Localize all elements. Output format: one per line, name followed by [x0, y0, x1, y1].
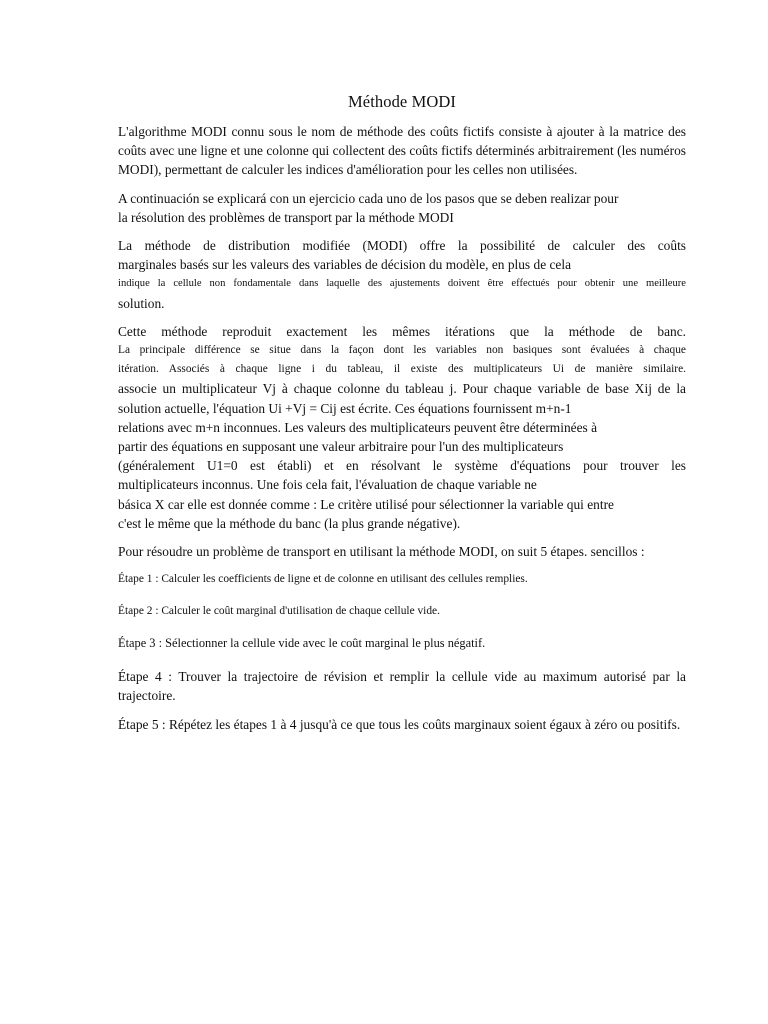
paragraph-spanish-line-1: A continuación se explicará con un ejercicio cada uno de los pasos que se deben realizar pour — [118, 190, 619, 206]
details-line-6: relations avec m+n inconnues. Les valeurs des multiplicateurs peuvent être déterminées à — [118, 419, 598, 435]
modi-line-2: marginales basés sur les valeurs des variables de décision du modèle, en plus de cela — [118, 257, 572, 273]
step-5: Étape 5 : Répétez les étapes 1 à 4 jusqu'à ce que tous les coûts marginaux soient égaux à zéro ou positifs. — [118, 716, 681, 732]
details-line-1: Cette méthode reproduit exactement les mêmes itérations que la méthode de banc. — [118, 323, 686, 339]
details-line-10: básica X car elle est donnée comme : Le critère utilisé pour sélectionner la variable qui entre — [118, 496, 614, 512]
details-line-5: solution actuelle, l'équation Ui +Vj = Cij est écrite. Ces équations fournissent m+n-1 — [118, 400, 572, 416]
modi-line-4: solution. — [118, 295, 165, 311]
paragraph-intro: L'algorithme MODI connu sous le nom de méthode des coûts fictifs consiste à ajouter à la matrice des coûts avec une ligne et une colonne qui collectent des coûts fictifs déterminés arbitrairement (les numéros MODI), permettant de calculer les indices d'amélioration pour les celles non utilisées. — [118, 124, 686, 178]
paragraph-steps-intro: Pour résoudre un problème de transport en utilisant la méthode MODI, on suit 5 étapes. sencillos : — [118, 544, 645, 560]
step-1: Étape 1 : Calculer les coefficients de ligne et de colonne en utilisant des cellules remplies. — [118, 573, 528, 586]
details-line-11: c'est le même que la méthode du banc (la plus grande négative). — [118, 515, 461, 531]
document-page — [118, 92, 686, 743]
details-line-3: itération. Associés à chaque ligne i du tableau, il existe des multiplicateurs Ui de manière similaire. — [118, 363, 686, 376]
document-title: Méthode MODI — [348, 92, 456, 111]
details-line-8: (généralement U1=0 est établi) et en résolvant le système d'équations pour trouver les — [118, 458, 686, 474]
step-4: Étape 4 : Trouver la trajectoire de révision et remplir la cellule vide au maximum autorisé par la trajectoire. — [118, 669, 686, 704]
paragraph-modi-description — [118, 236, 686, 313]
paragraph-spanish — [118, 189, 686, 227]
paragraph-method-details — [118, 322, 686, 533]
details-line-7: partir des équations en supposant une valeur arbitraire pour l'un des multiplicateurs — [118, 439, 564, 455]
modi-line-3: indique la cellule non fondamentale dans laquelle des ajustements doivent être effectués pour obtenir une meilleure — [118, 278, 686, 290]
step-2: Étape 2 : Calculer le coût marginal d'utilisation de chaque cellule vide. — [118, 605, 440, 618]
paragraph-spanish-line-2: la résolution des problèmes de transport par la méthode MODI — [118, 209, 454, 225]
details-line-9: multiplicateurs inconnus. Une fois cela fait, l'évaluation de chaque variable ne — [118, 477, 537, 493]
details-line-4: associe un multiplicateur Vj à chaque colonne du tableau j. Pour chaque variable de base Xij de la — [118, 381, 686, 397]
step-3: Étape 3 : Sélectionner la cellule vide avec le coût marginal le plus négatif. — [118, 636, 486, 651]
modi-line-1: La méthode de distribution modifiée (MODI) offre la possibilité de calculer des coûts — [118, 238, 686, 254]
details-line-2: La principale différence se situe dans la façon dont les variables non basiques sont évaluées à chaque — [118, 344, 686, 357]
